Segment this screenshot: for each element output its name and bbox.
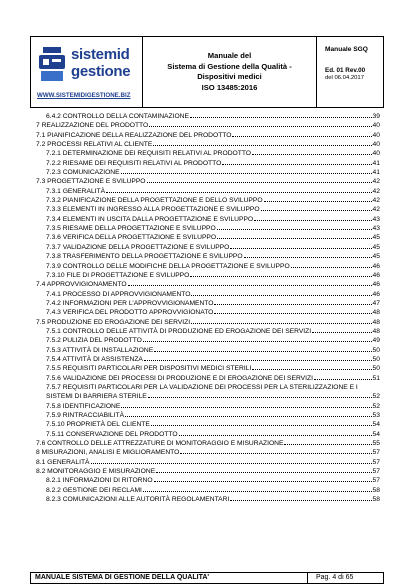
toc-entry-label: 7.5.11 CONSERVAZIONE DEL PRODOTTO — [46, 430, 178, 438]
toc-entry-page: 42 — [372, 187, 380, 195]
toc-entry[interactable] — [36, 346, 380, 355]
toc-entry-label: 8.2.1 INFORMAZIONI DI RITORNO — [46, 477, 153, 485]
toc-entry[interactable] — [36, 439, 380, 448]
toc-entry-page: 43 — [372, 225, 380, 233]
toc-leader-dots — [106, 191, 371, 193]
toc-entry[interactable] — [36, 486, 380, 495]
toc-entry-label: 7.5 PRODUZIONE ED EROGAZIONE DEI SERVIZI — [36, 318, 191, 326]
toc-entry[interactable] — [36, 318, 380, 327]
toc-entry[interactable] — [36, 308, 380, 317]
toc-leader-dots — [291, 266, 372, 268]
toc-entry-page: 48 — [372, 327, 380, 335]
toc-entry[interactable] — [36, 271, 380, 280]
toc-leader-dots — [156, 471, 371, 473]
toc-entry-label: 8 MISURAZIONI, ANALISI E MIGLIORAMENTO — [36, 449, 180, 457]
toc-entry-page: 54 — [372, 430, 380, 438]
toc-leader-dots — [190, 275, 371, 277]
toc-entry-label: 8.2 MONITORAGGIO E MISURAZIONE — [36, 468, 156, 476]
toc-entry-label: 7.3.2 PIANIFICAZIONE DELLA PROGETTAZIONE E DELLO SVILUPPO — [46, 197, 263, 205]
toc-entry[interactable] — [36, 411, 380, 420]
toc-entry-label: 8.2.3 COMUNICAZIONI ALLE AUTORITÀ REGOLAMENTARI — [46, 496, 230, 504]
toc-entry[interactable] — [36, 131, 380, 140]
toc-leader-dots — [180, 452, 371, 454]
toc-entry-label: 7.5.8 IDENTIFICAZIONE — [46, 402, 121, 410]
toc-entry[interactable] — [36, 243, 380, 252]
toc-leader-dots — [217, 237, 371, 239]
toc-entry-page: 50 — [372, 346, 380, 354]
toc-leader-dots — [179, 434, 372, 436]
toc-leader-dots — [125, 415, 372, 417]
toc-entry-label: 6.4.2 CONTROLLO DELLA CONTAMINAZIONE — [46, 113, 189, 120]
toc-entry-label: 7.3.4 ELEMENTI IN USCITA DALLA PROGETTAZIONE E SVILUPPO — [46, 215, 254, 223]
toc-entry-label: 7.1 PIANIFICAZIONE DELLA REALIZZAZIONE DEL PRODOTTO — [36, 131, 232, 139]
toc-entry-page: 58 — [372, 496, 380, 504]
toc-leader-dots — [264, 200, 372, 202]
toc-entry-page: 45 — [372, 234, 380, 242]
footer-title: MANUALE SISTEMA DI GESTIONE DELLA QUALITA' — [35, 574, 210, 581]
toc-entry-page: 47 — [372, 299, 380, 307]
toc-leader-dots — [312, 331, 371, 333]
toc-entry-page: 46 — [372, 262, 380, 270]
toc-leader-dots — [191, 322, 371, 324]
toc-entry-page: 39 — [372, 113, 380, 120]
toc-entry[interactable] — [36, 252, 380, 261]
toc-leader-dots — [128, 284, 372, 286]
toc-entry[interactable] — [36, 327, 380, 336]
toc-entry-page: 57 — [372, 468, 380, 476]
toc-entry-label: 7.4.3 VERIFICA DEL PRODOTTO APPROVVIGIONATO — [46, 309, 214, 317]
title-line-1: Manuale del — [207, 51, 252, 60]
toc-entry[interactable] — [36, 196, 380, 205]
toc-entry-page: 40 — [372, 122, 380, 130]
document-code: Manuale SGQ — [325, 46, 368, 53]
toc-entry-label: 8.1 GENERALITÀ — [36, 458, 90, 466]
toc-entry[interactable] — [36, 448, 380, 457]
logo-icon — [39, 45, 67, 83]
toc-entry-page: 57 — [372, 458, 380, 466]
toc-entry-page: 57 — [372, 477, 380, 485]
toc-entry-label: 7.4 APPROVVIGIONAMENTO — [36, 281, 127, 289]
toc-entry[interactable] — [36, 159, 380, 168]
toc-entry-page: 55 — [372, 440, 380, 448]
toc-entry-label: 7.4.1 PROCESSO DI APPROVVIGIONAMENTO — [46, 290, 191, 298]
toc-entry-page: 40 — [372, 131, 380, 139]
toc-leader-dots — [284, 443, 371, 445]
toc-entry-page: 43 — [372, 215, 380, 223]
toc-entry-page: 41 — [372, 169, 380, 177]
toc-entry-label: 7 REALIZZAZIONE DEL PRODOTTO — [36, 122, 149, 130]
toc-entry[interactable] — [36, 392, 380, 401]
toc-entry-page: 42 — [372, 206, 380, 214]
toc-entry-label: 7.5.10 PROPRIETÀ DEL CLIENTE — [46, 421, 150, 429]
toc-entry-page: 48 — [372, 309, 380, 317]
toc-entry[interactable] — [36, 149, 380, 158]
toc-entry-page: 40 — [372, 150, 380, 158]
toc-entry-label: 7.5.2 PULIZIA DEL PRODOTTO — [46, 337, 142, 345]
toc-entry-label: 7.2.3 COMUNICAZIONE — [46, 169, 120, 177]
toc-entry-page: 42 — [372, 178, 380, 186]
toc-entry-page: 51 — [372, 374, 380, 382]
toc-entry-page: 50 — [372, 355, 380, 363]
title-line-4: ISO 13485:2016 — [201, 82, 258, 92]
toc-entry[interactable] — [36, 430, 380, 439]
toc-entry-page: 46 — [372, 271, 380, 279]
toc-leader-dots — [151, 424, 372, 426]
toc-leader-dots — [143, 340, 372, 342]
toc-entry-page: 45 — [372, 253, 380, 261]
title-line-2: Sistema di Gestione della Qualità - — [167, 61, 292, 71]
toc-entry[interactable] — [36, 215, 380, 224]
toc-entry[interactable] — [36, 355, 380, 364]
toc-entry-page: 48 — [372, 318, 380, 326]
toc-entry-label: SISTEMI DI BARRIERA STERILE — [46, 393, 147, 401]
toc-leader-dots — [252, 153, 372, 155]
toc-entry-page: 45 — [372, 243, 380, 251]
toc-leader-dots — [91, 462, 372, 464]
toc-entry-label: 7.5.4 ATTIVITÀ DI ASSISTENZA — [46, 355, 143, 363]
toc-entry-label: 7.5.9 RINTRACCIABILITÀ — [46, 412, 125, 419]
toc-entry[interactable] — [36, 383, 380, 392]
footer-page-number: Pag. 4 di 65 — [307, 573, 353, 583]
toc-entry-page: 53 — [372, 412, 380, 419]
toc-leader-dots — [121, 406, 371, 408]
toc-entry[interactable] — [36, 168, 380, 177]
toc-entry[interactable] — [36, 177, 380, 186]
toc-entry-page: 50 — [372, 365, 380, 373]
toc-entry[interactable] — [36, 336, 380, 345]
toc-entry-label: 7.2.1 DETERMINAZIONE DEI REQUISITI RELATIVI AL PRODOTTO — [46, 150, 251, 158]
toc-leader-dots — [190, 116, 372, 118]
toc-leader-dots — [244, 256, 372, 258]
title-line-3: Dispositivi medici — [197, 72, 262, 81]
toc-entry[interactable] — [36, 140, 380, 149]
toc-entry[interactable] — [36, 262, 380, 271]
toc-entry-page: 41 — [372, 159, 380, 167]
toc-leader-dots — [230, 247, 371, 249]
toc-entry-page: 46 — [372, 281, 380, 289]
toc-entry[interactable] — [36, 187, 380, 196]
toc-entry-page: 40 — [372, 141, 380, 149]
toc-entry[interactable] — [36, 374, 380, 383]
logo-name-line1: sistemid — [71, 46, 130, 63]
toc-leader-dots — [153, 144, 371, 146]
toc-leader-dots — [222, 163, 371, 165]
toc-leader-dots — [154, 350, 371, 352]
toc-entry-label: 7.3.1 GENERALITÀ — [46, 187, 106, 195]
logo-cell — [31, 37, 143, 107]
toc-entry[interactable] — [36, 495, 380, 504]
toc-entry-label: 7.3.5 RIESAME DELLA PROGETTAZIONE E SVILUPPO — [46, 225, 216, 233]
toc-entry-label: 7.3 PROGETTAZIONE E SVILUPPO — [36, 178, 146, 186]
toc-entry[interactable] — [36, 112, 380, 121]
toc-leader-dots — [149, 125, 371, 127]
toc-leader-dots — [191, 294, 371, 296]
toc-entry-label: 7.3.3 ELEMENTI IN INGRESSO ALLA PROGETTAZIONE E SVILUPPO — [46, 206, 260, 214]
toc-leader-dots — [144, 359, 372, 361]
toc-entry-page: 57 — [372, 449, 380, 457]
toc-leader-dots — [154, 480, 372, 482]
toc-entry-label: 7.5.7 REQUISITI PARTICOLARI PER LA VALIDAZIONE DEI PROCESSI PER LA STERILIZZAZIONE E I — [46, 383, 358, 391]
toc-entry[interactable] — [36, 467, 380, 476]
toc-entry[interactable] — [36, 458, 380, 467]
toc-leader-dots — [121, 172, 372, 174]
toc-leader-dots — [143, 490, 372, 492]
toc-entry[interactable] — [36, 402, 380, 411]
toc-entry-page: 58 — [372, 486, 380, 494]
toc-entry-page: 52 — [372, 402, 380, 410]
document-title-cell — [143, 37, 317, 107]
toc-entry-label: 7.2 PROCESSI RELATIVI AL CLIENTE — [36, 141, 153, 149]
toc-leader-dots — [147, 181, 372, 183]
toc-leader-dots — [148, 396, 372, 398]
toc-entry[interactable] — [36, 364, 380, 373]
toc-entry-label: 7.3.10 FILE DI PROGETTAZIONE E SVILUPPO — [46, 271, 190, 279]
toc-entry-label: 7.5.6 VALIDAZIONE DEI PROCESSI DI PRODUZIONE E DI EROGAZIONE DEI SERVIZI — [46, 374, 313, 382]
toc-leader-dots — [252, 368, 371, 370]
document-edition: Ed. 01 Rev.00 — [325, 67, 366, 74]
toc-entry-page: 49 — [372, 337, 380, 345]
toc-entry-label: 8.2.2 GESTIONE DEI RECLAMI — [46, 486, 142, 494]
logo-url-link[interactable]: WWW.SISTEMIDIGESTIONE.BIZ — [37, 92, 131, 99]
toc-entry-label: 7.5.3 ATTIVITÀ DI INSTALLAZIONE — [46, 346, 154, 354]
toc-entry[interactable] — [36, 205, 380, 214]
toc-entry-page: 42 — [372, 197, 380, 205]
toc-entry-label: 7.2.2 RIESAME DEI REQUISITI RELATIVI AL PRODOTTO — [46, 159, 222, 167]
logo-name-line2: gestione — [71, 63, 131, 80]
toc-entry-page: 54 — [372, 421, 380, 429]
table-of-contents — [36, 112, 380, 504]
toc-entry[interactable] — [36, 299, 380, 308]
toc-entry-label: 7.3.7 VALIDAZIONE DELLA PROGETTAZIONE E SVILUPPO — [46, 243, 230, 251]
toc-leader-dots — [230, 499, 371, 501]
toc-entry-label: 7.3.6 VERIFICA DELLA PROGETTAZIONE E SVILUPPO — [46, 234, 217, 242]
document-footer — [30, 572, 384, 584]
toc-entry[interactable] — [36, 420, 380, 429]
toc-entry-label: 7.6 CONTROLLO DELLE ATTREZZATURE DI MONITORAGGIO E MISURAZIONE — [36, 440, 284, 448]
toc-entry-page: 46 — [372, 290, 380, 298]
toc-entry-label: 7.3.9 CONTROLLO DELLE MODIFICHE DELLA PROGETTAZIONE E SVILUPPO — [46, 262, 290, 270]
toc-leader-dots — [214, 312, 371, 314]
toc-entry-label: 7.3.8 TRASFERIMENTO DELLA PROGETTAZIONE E SVILUPPO — [46, 253, 243, 261]
toc-leader-dots — [314, 378, 372, 380]
toc-leader-dots — [232, 135, 371, 137]
toc-entry[interactable] — [36, 224, 380, 233]
toc-leader-dots — [261, 209, 372, 211]
toc-entry-label: 7.5.5 REQUISITI PARTICOLARI PER DISPOSITIVI MEDICI STERILI — [46, 365, 252, 373]
toc-leader-dots — [254, 219, 371, 221]
document-date: del 06.04.2017 — [325, 75, 364, 81]
document-meta-cell — [317, 37, 383, 107]
toc-entry[interactable] — [36, 280, 380, 289]
toc-entry-label: 7.5.1 CONTROLLO DELLE ATTIVITÀ DI PRODUZIONE ED EROGAZIONE DEI SERVIZI — [46, 327, 312, 335]
toc-leader-dots — [214, 303, 371, 305]
toc-entry[interactable] — [36, 121, 380, 130]
toc-entry-page: 52 — [372, 393, 380, 401]
document-header — [30, 36, 384, 108]
toc-entry[interactable] — [36, 476, 380, 485]
toc-entry[interactable] — [36, 290, 380, 299]
toc-leader-dots — [217, 228, 372, 230]
toc-entry[interactable] — [36, 233, 380, 242]
toc-entry-label: 7.4.2 INFORMAZIONI PER L’APPROVVIGIONAMENTO — [46, 299, 214, 307]
